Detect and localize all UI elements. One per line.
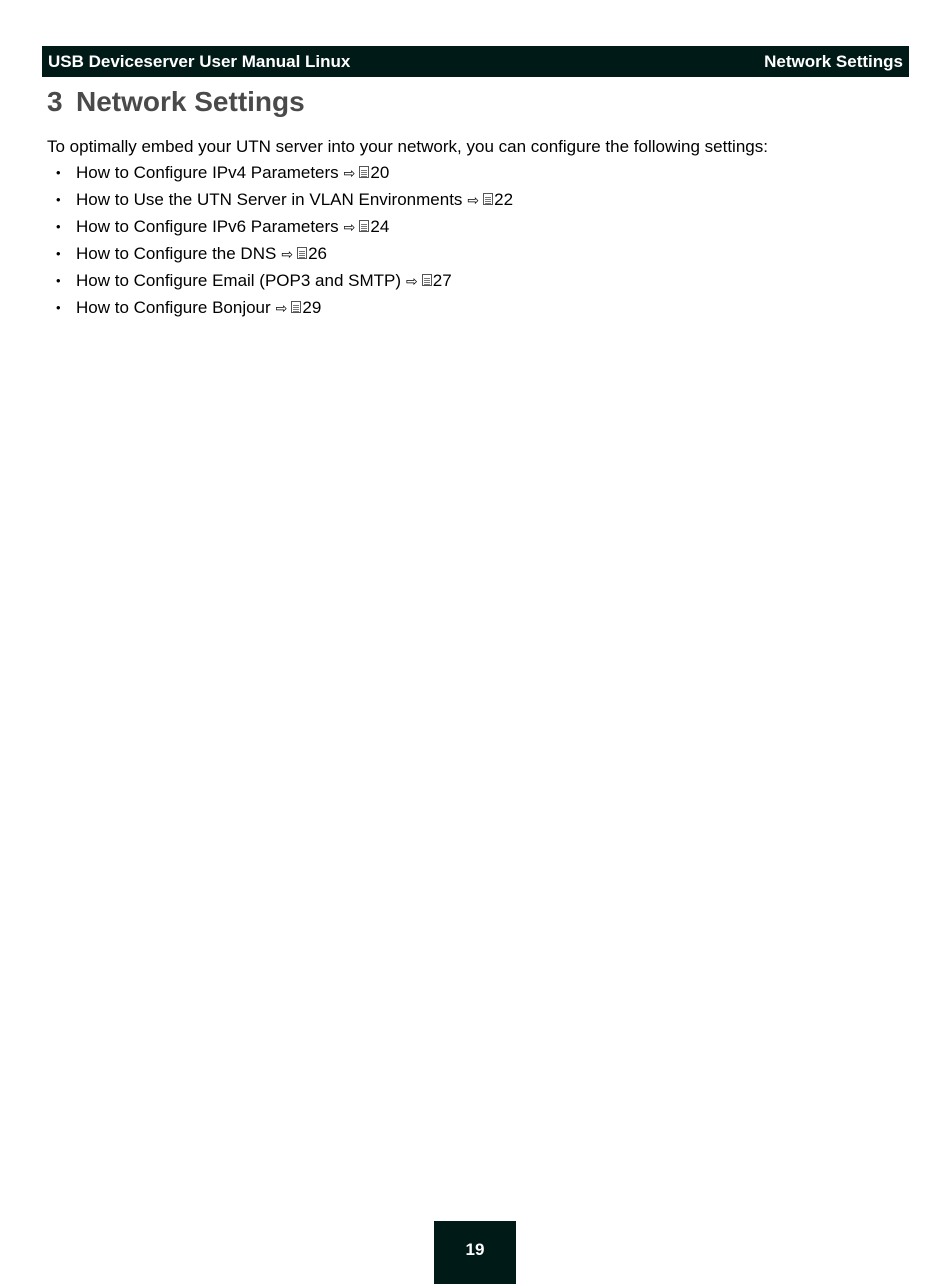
bullet-icon: • xyxy=(56,219,61,234)
list-item xyxy=(47,243,513,270)
page-reference[interactable]: 22 xyxy=(494,190,514,209)
topic-link[interactable]: How to Configure IPv4 Parameters xyxy=(76,163,339,182)
header-manual-title: USB Deviceserver User Manual Linux xyxy=(48,51,351,71)
list-item xyxy=(47,216,513,243)
arrow-right-icon: ⇨ xyxy=(281,246,294,262)
topic-link[interactable]: How to Use the UTN Server in VLAN Environments xyxy=(76,190,463,209)
chapter-heading xyxy=(47,86,305,118)
list-item xyxy=(47,162,513,189)
page-icon xyxy=(483,193,493,205)
arrow-right-icon: ⇨ xyxy=(343,219,356,235)
bullet-icon: • xyxy=(56,165,61,180)
topic-link[interactable]: How to Configure Email (POP3 and SMTP) xyxy=(76,271,402,290)
bullet-icon: • xyxy=(56,273,61,288)
list-item xyxy=(47,189,513,216)
bullet-icon: • xyxy=(56,192,61,207)
page-number-box xyxy=(434,1221,516,1284)
topic-link[interactable]: How to Configure the DNS xyxy=(76,244,277,263)
page-icon xyxy=(422,274,432,286)
page-reference[interactable]: 26 xyxy=(308,244,327,263)
topic-list xyxy=(47,162,513,324)
chapter-title: Network Settings xyxy=(76,86,305,117)
arrow-right-icon: ⇨ xyxy=(467,192,480,208)
page-number: 19 xyxy=(465,1240,485,1259)
running-header xyxy=(42,46,909,77)
arrow-right-icon: ⇨ xyxy=(343,165,356,181)
page-icon xyxy=(291,301,301,313)
topic-link[interactable]: How to Configure Bonjour xyxy=(76,298,271,317)
page-icon xyxy=(359,166,369,178)
page-reference[interactable]: 29 xyxy=(302,298,322,317)
chapter-number: 3 xyxy=(47,86,63,117)
bullet-icon: • xyxy=(56,300,61,315)
page-reference[interactable]: 24 xyxy=(370,217,390,236)
header-section-title: Network Settings xyxy=(764,51,903,71)
page-reference[interactable]: 27 xyxy=(432,271,452,290)
page-icon xyxy=(297,247,307,259)
arrow-right-icon: ⇨ xyxy=(406,273,418,289)
arrow-right-icon: ⇨ xyxy=(275,300,288,316)
topic-link[interactable]: How to Configure IPv6 Parameters xyxy=(76,217,339,236)
intro-paragraph: To optimally embed your UTN server into your network, you can configure the following settings: xyxy=(47,137,768,156)
page-icon xyxy=(359,220,369,232)
page-reference[interactable]: 20 xyxy=(370,163,390,182)
bullet-icon: • xyxy=(56,246,61,261)
list-item xyxy=(47,270,513,297)
list-item xyxy=(47,297,513,324)
